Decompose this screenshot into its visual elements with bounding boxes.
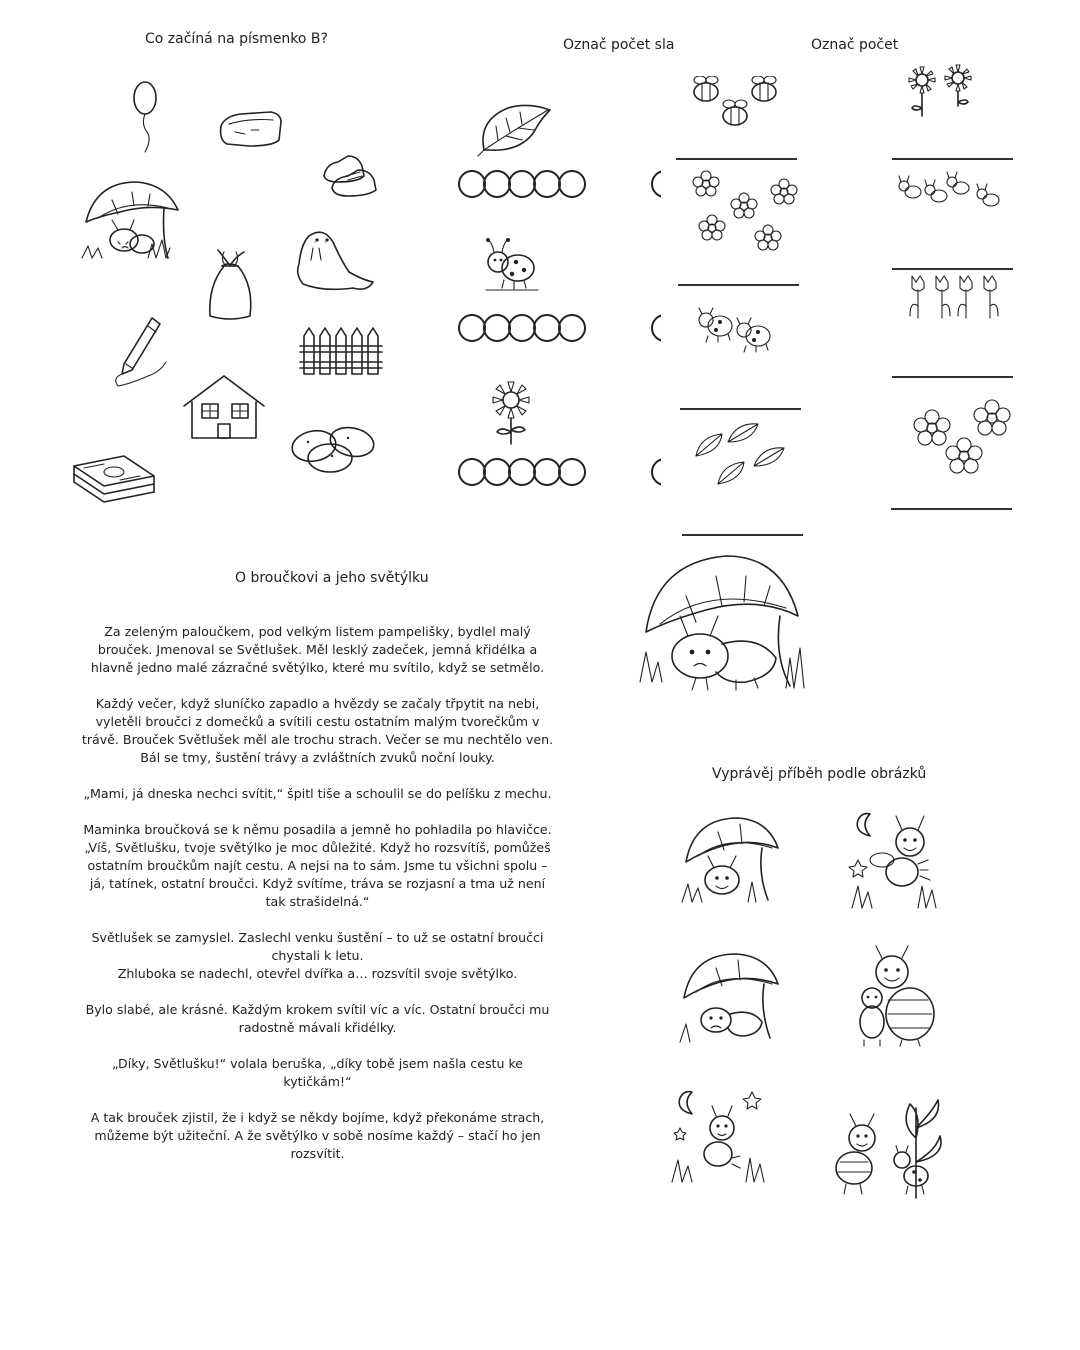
walrus-icon [285,222,377,294]
bugs-icon [895,170,1003,214]
count-circle-partial [651,170,661,198]
section-b-title: Co začíná na písmenko B? [145,31,328,47]
balloon-icon [125,78,165,154]
count-circle-partial [651,314,661,342]
story-paragraph: Maminka broučková se k němu posadila a jemně ho pohladila po hlavičce. „Víš, Světlušku, tvoje světýlko je moc důležité. Když ho rozsvítíš, pomůžeš ostatním broučkům najít cestu. A nejsi na to sám. Jsme tu všichni spolu – já, tatínek, ostatní broučci. Když svítíme, tráva se rozjasní a tma už není tak strašidelná.“ [83,822,552,909]
count-circle[interactable] [508,458,536,486]
answer-line [892,268,1013,270]
flowers-icon [686,168,802,260]
answer-line [682,534,803,536]
retell-title: Vyprávěj příběh podle obrázků [712,766,927,782]
answer-line [891,508,1012,510]
count-circle[interactable] [533,314,561,342]
tulips-icon [906,272,1012,322]
count-circle[interactable] [533,170,561,198]
count-circle[interactable] [458,458,486,486]
count-circle[interactable] [558,170,586,198]
section-count-a-title: Označ počet sla [563,37,675,53]
count-circle[interactable] [533,458,561,486]
count-circle[interactable] [483,314,511,342]
leaves-icon [688,420,794,492]
story-text [80,623,555,1181]
bees-icon [686,76,786,134]
retell-panel-1-icon [678,814,782,908]
count-circle[interactable] [458,314,486,342]
fence-icon [298,324,384,378]
count-circle-partial [651,458,661,486]
bag-icon [204,244,256,324]
count-circle[interactable] [558,314,586,342]
count-circle[interactable] [508,170,536,198]
answer-line [676,158,797,160]
flowers-outline-icon [906,392,1018,482]
beetle-leaf-large-icon [636,552,806,694]
retell-panel-5-icon [668,1088,774,1186]
pen-icon [108,312,170,390]
count-circle[interactable] [558,458,586,486]
retell-panel-4-icon [852,940,952,1048]
answer-line [892,158,1013,160]
soap-icon [215,108,287,150]
answer-line [892,376,1013,378]
story-paragraph: A tak brouček zjistil, že i když se někdy bojíme, když překonáme strach, můžeme být užiteční. A že světýlko v sobě nosíme každý – stačí ho jen rozsvítit. [90,1110,545,1161]
answer-line [680,408,801,410]
sunflowers-icon [902,64,982,118]
potatoes-icon [288,420,380,476]
story-paragraph: Každý večer, když sluníčko zapadlo a hvězdy se začaly třpytit na nebi, vyletěli broučci z domečků a svítili cestu ostatním malým tvorečkům v trávě. Brouček Světlušek měl ale trochu strach. Večer se mu nechtělo ven. Bál se tmy, šustění trávy a zvláštních zvuků noční louky. [81,696,554,765]
count-circles-row-3 [458,458,586,486]
shoes-icon [320,148,382,206]
retell-panel-3-icon [676,950,784,1046]
ladybug-icon [482,236,542,292]
count-circle[interactable] [508,314,536,342]
count-circle[interactable] [483,458,511,486]
retell-panel-2-icon [848,808,952,914]
story-paragraph: Bylo slabé, ale krásné. Každým krokem svítil víc a víc. Ostatní broučci mu radostně mávali křidélky. [85,1002,550,1035]
story-paragraph: Světlušek se zamyslel. Zaslechl venku šustění – to už se ostatní broučci chystali k letu. Zhluboka se nadechl, otevřel dvířka a… rozsvítil svoje světýlko. [91,930,544,981]
count-circle[interactable] [483,170,511,198]
sunflower-icon [486,378,536,446]
leaf-icon [476,100,552,158]
count-circles-row-2 [458,314,586,342]
story-paragraph: Za zeleným paloučkem, pod velkým listem pampelišky, bydlel malý brouček. Jmenoval se Světlušek. Měl lesklý zadeček, jemná křidélka a hlavně jedno malé zázračné světýlko, které mu svítilo, když se setmělo. [90,624,545,675]
section-count-b-title: Označ počet [811,37,899,53]
story-title: O broučkovi a jeho světýlku [235,570,429,586]
answer-line [678,284,799,286]
count-circles-row-1 [458,170,586,198]
house-icon [180,372,268,440]
retell-panel-6-icon [828,1098,944,1200]
story-paragraph: „Díky, Světlušku!“ volala beruška, „díky tobě jsem našla cestu ke kytičkám!“ [111,1056,524,1089]
beetle-under-leaf-icon [78,178,180,264]
story-paragraph: „Mami, já dneska nechci svítit,“ špitl tiše a schoulil se do pelíšku z mechu. [83,786,552,801]
money-icon [70,450,158,504]
ladybugs-icon [694,300,778,356]
count-circle[interactable] [458,170,486,198]
